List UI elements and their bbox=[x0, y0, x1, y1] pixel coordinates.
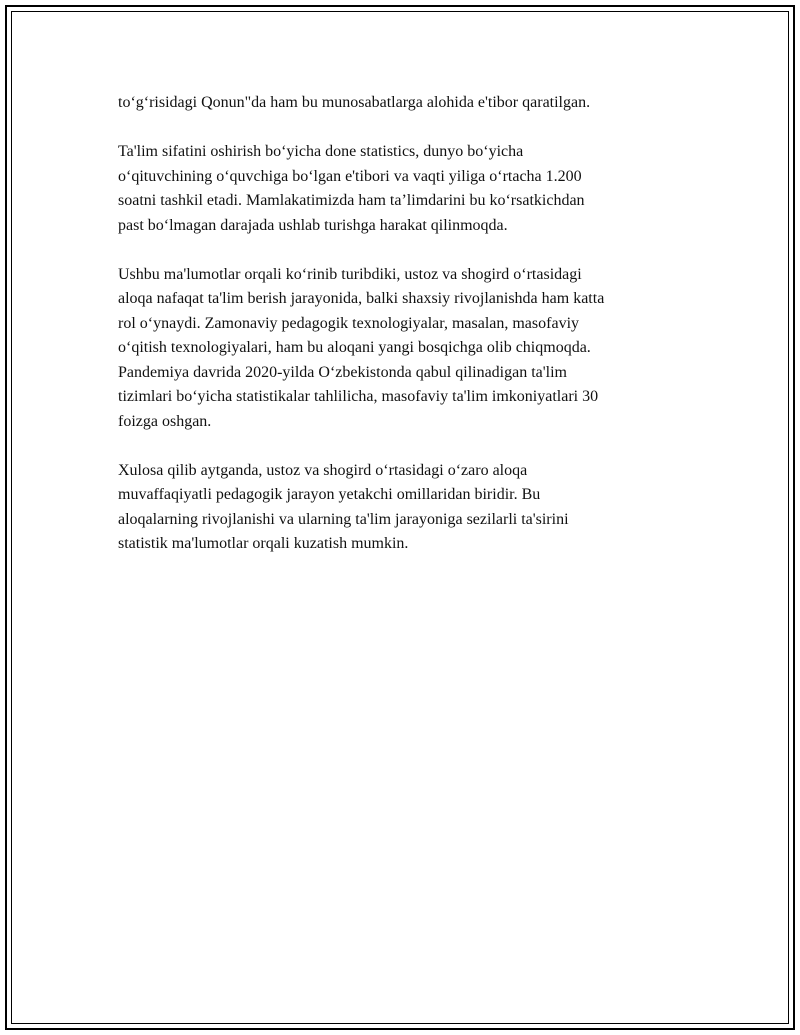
paragraph-2 bbox=[118, 140, 678, 238]
text-line: statistik ma'lumotlar orqali kuzatish mumkin. bbox=[118, 535, 409, 552]
document-body bbox=[118, 91, 678, 581]
text-line: tizimlari bo‘yicha statistikalar tahlilicha, masofaviy ta'lim imkoniyatlari 30 bbox=[118, 388, 599, 405]
paragraph-4 bbox=[118, 459, 678, 557]
text-line: to‘g‘risidagi Qonun"da ham bu munosabatlarga alohida e'tibor qaratilgan. bbox=[118, 94, 591, 111]
text-line: o‘qituvchining o‘quvchiga bo‘lgan e'tibori va vaqti yiliga o‘rtacha 1.200 bbox=[118, 167, 582, 185]
text-line: o‘qitish texnologiyalari, ham bu aloqani yangi bosqichga olib chiqmoqda. bbox=[118, 339, 591, 356]
text-line: past bo‘lmagan darajada ushlab turishga harakat qilinmoqda. bbox=[118, 216, 508, 234]
paragraph-1 bbox=[118, 91, 678, 116]
text-line: foizga oshgan. bbox=[118, 412, 212, 430]
text-line: Pandemiya davrida 2020-yilda O‘zbekistonda qabul qilinadigan ta'lim bbox=[118, 363, 567, 381]
text-line: rol o‘ynaydi. Zamonaviy pedagogik texnologiyalar, masalan, masofaviy bbox=[118, 314, 580, 332]
paragraph-3 bbox=[118, 263, 678, 435]
text-line: muvaffaqiyatli pedagogik jarayon yetakchi omillaridan biridir. Bu bbox=[118, 486, 541, 503]
text-line: soatni tashkil etadi. Mamlakatimizda ham ta’limdarini bu ko‘rsatkichdan bbox=[118, 192, 585, 209]
text-line: Xulosa qilib aytganda, ustoz va shogird o‘rtasidagi o‘zaro aloqa bbox=[118, 461, 528, 479]
text-line: Ta'lim sifatini oshirish bo‘yicha done statistics, dunyo bo‘yicha bbox=[118, 143, 524, 160]
text-line: aloqalarning rivojlanishi va ularning ta'lim jarayoniga sezilarli ta'sirini bbox=[118, 510, 569, 528]
text-line: Ushbu ma'lumotlar orqali ko‘rinib turibdiki, ustoz va shogird o‘rtasidagi bbox=[118, 265, 582, 283]
text-line: aloqa nafaqat ta'lim berish jarayonida, balki shaxsiy rivojlanishda ham katta bbox=[118, 290, 605, 307]
